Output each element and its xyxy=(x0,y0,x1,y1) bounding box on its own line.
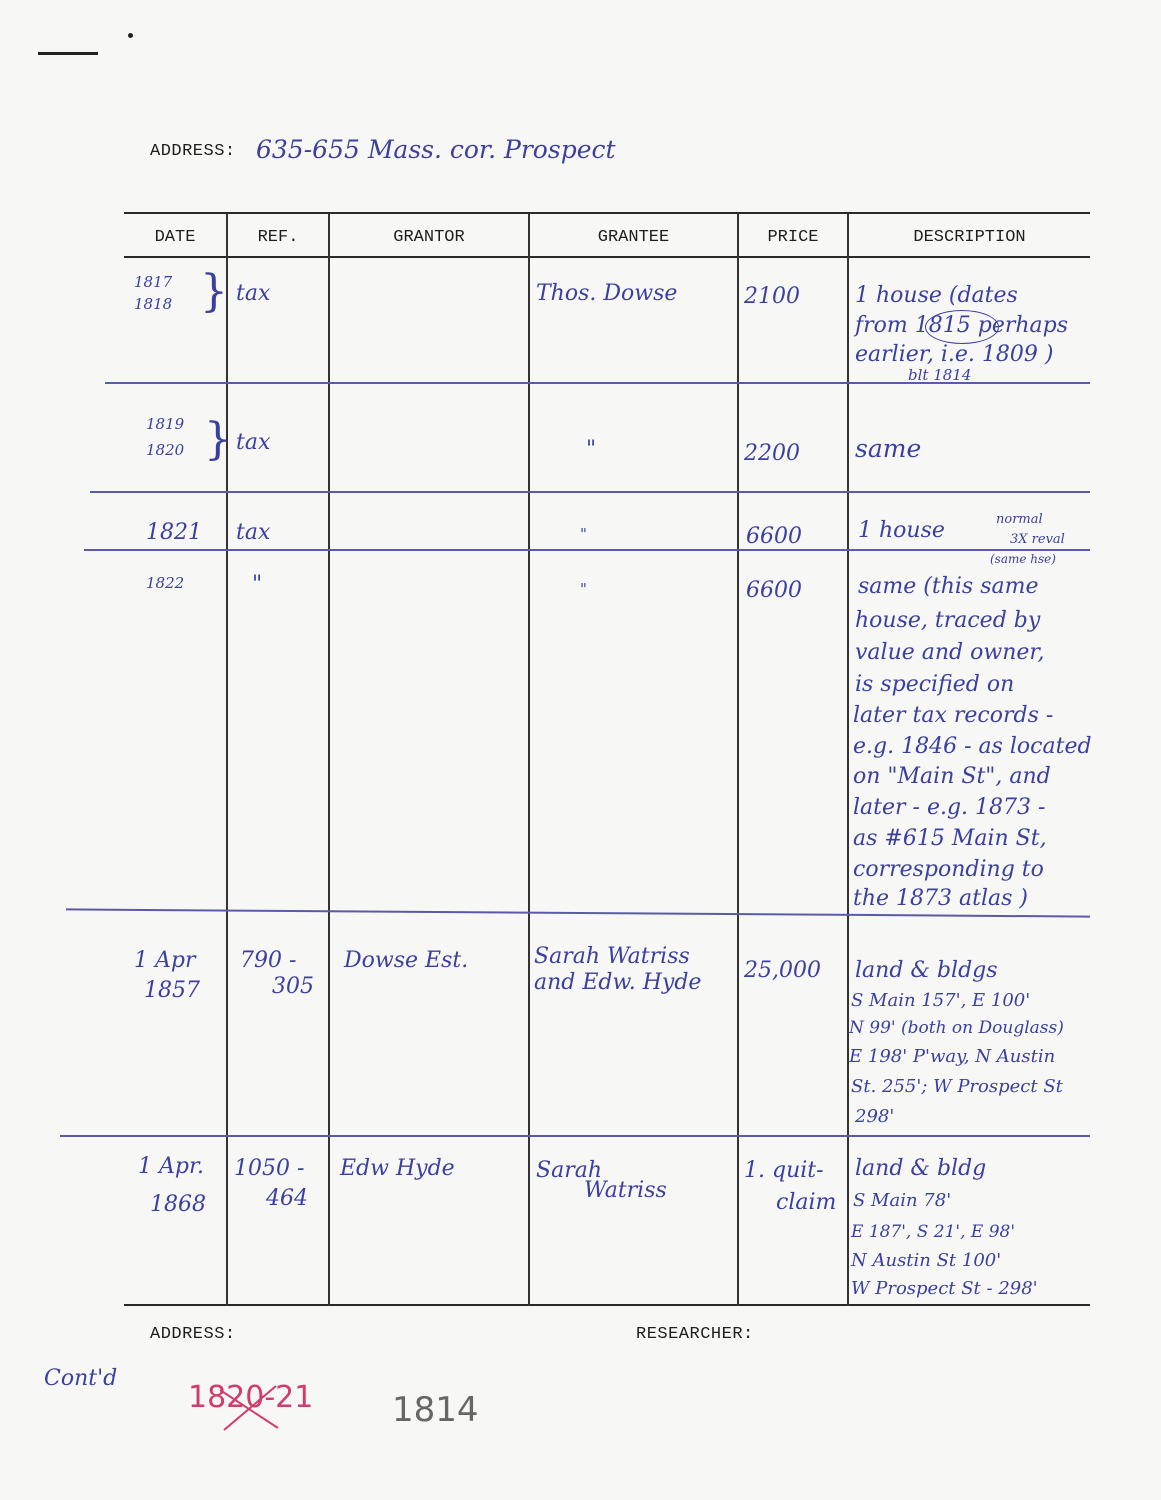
ref-cell: 1050 - xyxy=(234,1156,305,1181)
description-line: corresponding to xyxy=(853,857,1044,882)
description-line: 1 house (dates xyxy=(855,283,1018,308)
grantor-cell: Dowse Est. xyxy=(344,948,469,973)
description-line: land & bldg xyxy=(855,1156,987,1181)
col-divider xyxy=(328,214,330,1306)
description-line: 1 house xyxy=(858,518,945,543)
grantee-cell: " xyxy=(586,437,597,462)
description-line: same (this same xyxy=(858,574,1039,599)
column-header-grantee: GRANTEE xyxy=(597,228,670,247)
description-line: from 1815 perhaps xyxy=(855,313,1069,338)
contd-note: Cont'd xyxy=(44,1366,118,1391)
stray-mark xyxy=(128,33,133,38)
column-header-ref: REF. xyxy=(257,228,299,247)
col-divider xyxy=(226,214,228,1306)
description-line: E 198' P'way, N Austin xyxy=(849,1046,1056,1067)
ref-cell: 790 - xyxy=(240,948,297,973)
column-header-date: DATE xyxy=(154,228,196,247)
date-cell: 1817 xyxy=(134,273,173,291)
ref-cell: 305 xyxy=(272,974,314,999)
margin-note: blt 1814 xyxy=(908,366,972,384)
description-line: 298' xyxy=(855,1106,895,1127)
column-header-price: PRICE xyxy=(767,228,819,247)
description-line: land & bldgs xyxy=(855,958,998,983)
address-value: 635-655 Mass. cor. Prospect xyxy=(256,135,616,164)
description-line: W Prospect St - 298' xyxy=(851,1278,1038,1299)
description-line: as #615 Main St, xyxy=(853,826,1047,851)
date-cell: 1818 xyxy=(134,295,173,313)
date-cell: 1 Apr. xyxy=(138,1154,205,1179)
description-line: E 187', S 21', E 98' xyxy=(851,1222,1016,1242)
price-cell: 1. quit- xyxy=(744,1158,824,1183)
description-line: the 1873 atlas ) xyxy=(853,886,1028,911)
ref-cell: tax xyxy=(236,520,271,545)
header-bottom-rule xyxy=(124,256,1090,258)
description-line: N Austin St 100' xyxy=(851,1250,1002,1271)
date-cell: 1857 xyxy=(144,978,200,1003)
description-line: earlier, i.e. 1809 ) xyxy=(855,342,1054,367)
ref-cell: 464 xyxy=(266,1186,308,1211)
ref-cell: tax xyxy=(236,430,271,455)
grantee-cell: Sarah Watriss xyxy=(534,944,690,969)
grantee-cell: Sarah xyxy=(536,1158,602,1183)
description-line: later tax records - xyxy=(853,703,1054,728)
description-line: e.g. 1846 - as located xyxy=(853,734,1092,759)
col-divider xyxy=(847,214,849,1306)
description-line: same xyxy=(855,434,922,463)
description-line: on "Main St", and xyxy=(853,764,1051,789)
address-label: ADDRESS: xyxy=(150,142,236,161)
description-line: St. 255'; W Prospect St xyxy=(851,1076,1063,1097)
col-divider xyxy=(528,214,530,1306)
cross-out-mark xyxy=(214,1380,284,1436)
date-cell: 1821 xyxy=(146,520,202,545)
date-cell: 1822 xyxy=(146,574,185,592)
price-cell: claim xyxy=(776,1190,837,1215)
grantee-cell: Watriss xyxy=(584,1178,667,1203)
row-separator xyxy=(84,549,1090,551)
grantee-cell: and Edw. Hyde xyxy=(534,970,702,995)
date-cell: 1819 xyxy=(146,415,185,433)
description-line: is specified on xyxy=(855,672,1015,697)
grantor-cell: Edw Hyde xyxy=(340,1156,455,1181)
column-header-description: DESCRIPTION xyxy=(913,228,1026,247)
ref-cell: " xyxy=(252,572,263,597)
researcher-label: RESEARCHER: xyxy=(636,1325,754,1344)
price-cell: 6600 xyxy=(746,578,802,603)
date-cell: 1820 xyxy=(146,441,185,459)
price-cell: 6600 xyxy=(746,524,802,549)
price-cell: 2200 xyxy=(744,441,800,466)
margin-note: (same hse) xyxy=(990,552,1056,566)
col-divider xyxy=(737,214,739,1306)
description-line: S Main 157', E 100' xyxy=(851,990,1031,1011)
grantee-cell: " xyxy=(580,525,587,543)
description-line: house, traced by xyxy=(855,608,1041,633)
price-cell: 2100 xyxy=(744,284,800,309)
date-cell: 1 Apr xyxy=(134,948,196,973)
table-bottom-rule xyxy=(124,1304,1090,1306)
table-top-rule xyxy=(124,212,1090,214)
footer-address-label: ADDRESS: xyxy=(150,1325,236,1344)
description-line: value and owner, xyxy=(855,640,1045,665)
stray-mark xyxy=(38,52,98,55)
row-separator xyxy=(60,1135,1090,1137)
column-header-grantor: GRANTOR xyxy=(393,228,465,247)
row-separator xyxy=(90,491,1090,493)
description-line: N 99' (both on Douglass) xyxy=(849,1018,1064,1038)
margin-note: 3X reval xyxy=(1010,532,1065,547)
price-cell: 25,000 xyxy=(744,958,821,983)
brace-mark: } xyxy=(200,266,228,317)
grantee-cell: " xyxy=(580,580,587,598)
gray-note: 1814 xyxy=(392,1390,479,1430)
red-note: 1820-21 xyxy=(188,1380,314,1415)
date-cell: 1868 xyxy=(150,1192,206,1217)
grantee-cell: Thos. Dowse xyxy=(536,281,678,306)
circle-annotation xyxy=(925,310,999,344)
brace-mark: } xyxy=(204,414,232,465)
margin-note: normal xyxy=(996,512,1043,527)
description-line: S Main 78' xyxy=(853,1190,952,1211)
description-line: later - e.g. 1873 - xyxy=(853,795,1046,820)
ref-cell: tax xyxy=(236,281,271,306)
